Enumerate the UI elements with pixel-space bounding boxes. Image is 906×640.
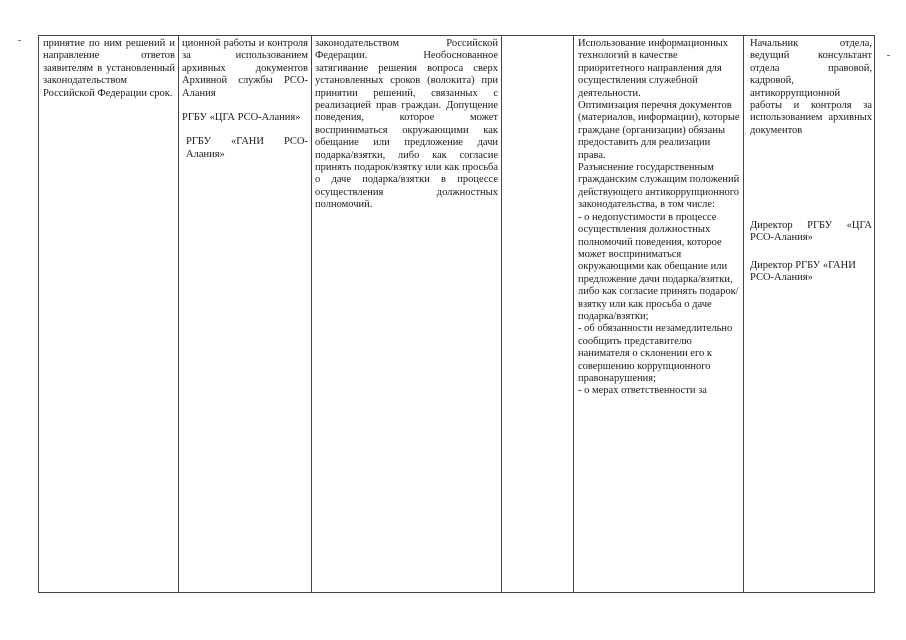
responsible-gani-cell (750, 260, 872, 285)
measure-3-item-2: - об обязанности незамедлительно сообщить представителю нанимателя о склонении его к совершению коррупционного правонарушения; (578, 323, 733, 384)
responsible-head: Начальник отдела, ведущий консультант отдела правовой, кадровой, антикоррупционной работы и контроля за использованием архивных документов (750, 38, 872, 136)
column-1-cell (43, 38, 175, 100)
measure-3-item-3: - о мерах ответственности за (578, 385, 707, 397)
column-divider-3 (501, 35, 502, 593)
col1-text: принятие по ним решений и направление ответов заявителям в установленный законодательством Российской Федерации срок. (43, 38, 175, 99)
responsible-cga: Директор РГБУ «ЦГА РСО-Алания» (750, 220, 872, 244)
column-divider-1 (178, 35, 179, 593)
responsible-cga-cell (750, 220, 872, 245)
col3-risk-text: законодательством Российской Федерации. Необоснованное затягивание решения вопроса сверх установленных сроков (волокита) при принятии решений, связанных с реализацией прав граждан. Допущение поведения, которое может восприниматься окружающими как обещание или предложение дачи подарка/взятки, либо как согласие принять подарок/взятку или как просьба о даче подарка/взятки в процессе осуществления должностных полномочий. (315, 38, 498, 211)
table-bottom-border (38, 592, 874, 593)
col2-gani: РГБУ «ГАНИ РСО-Алания» (186, 136, 308, 160)
column-divider-5 (743, 35, 744, 593)
scan-mark (887, 55, 890, 56)
scan-mark (18, 40, 21, 41)
column-5-cell (578, 38, 740, 398)
column-6-cell (750, 38, 872, 137)
table-top-border (38, 35, 874, 36)
column-3-cell (315, 38, 498, 212)
table-right-border (874, 35, 875, 593)
column-divider-4 (573, 35, 574, 593)
measure-3-item-1: - о недопустимости в процессе осуществления должностных полномочий поведения, которое может восприниматься окружающими как обещание или предложение дачи подарка/взятки, либо как согласие принять подарок/взятку или как просьба о даче подарка/взятки; (578, 211, 739, 322)
measure-3: Разъяснение государственным гражданским служащим положений действующего антикоррупционного законодательства, в том числе: (578, 162, 740, 211)
column-divider-2 (311, 35, 312, 593)
responsible-gani: Директор РГБУ «ГАНИ РСО-Алания» (750, 260, 856, 284)
measure-2: Оптимизация перечня документов (материалов, информации), которые граждане (организации) обязаны предоставить для реализации права. (578, 100, 740, 161)
column-2-cell (182, 38, 308, 161)
measure-1: Использование информационных технологий в качестве приоритетного направления для осуществления служебной деятельности. (578, 38, 728, 99)
col2-cga: РГБУ «ЦГА РСО-Алания» (182, 112, 301, 124)
table-left-border (38, 35, 39, 593)
col2-department: ционной работы и контроля за использованием архивных документов Архивной службы РСО-Алания (182, 38, 308, 99)
